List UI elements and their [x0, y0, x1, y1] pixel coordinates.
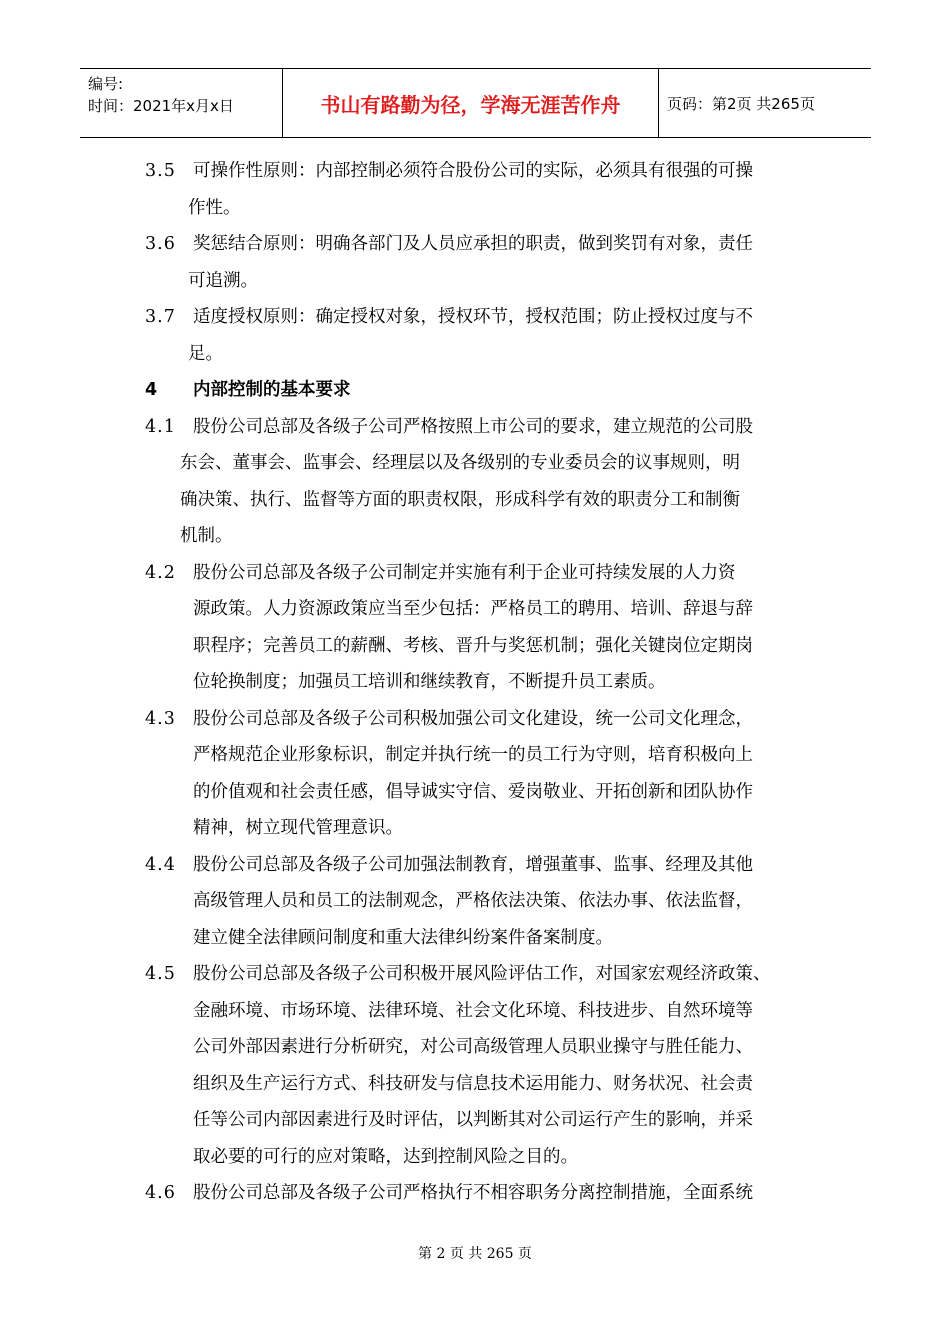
clause-4-4 — [0, 847, 950, 957]
clause-4-5 — [0, 956, 950, 1175]
clause-number: 4.2 — [145, 562, 176, 583]
clause-number: 3.6 — [145, 234, 176, 254]
clause-line: 机制。 — [180, 526, 233, 546]
clause-line: 建立健全法律顾问制度和重大法律纠纷案件备案制度。 — [193, 927, 613, 948]
clause-line: 股份公司总部及各级子公司制定并实施有利于企业可持续发展的人力资 — [193, 562, 736, 583]
clause-line: 可追溯。 — [188, 270, 258, 291]
clause-number: 4.6 — [145, 1183, 176, 1203]
clause-line: 奖惩结合原则：明确各部门及人员应承担的职责，做到奖罚有对象，责任 — [193, 234, 753, 254]
clause-line: 股份公司总部及各级子公司积极加强公司文化建设，统一公司文化理念， — [193, 708, 753, 729]
clause-line: 股份公司总部及各级子公司积极开展风险评估工作，对国家宏观经济政策、 — [193, 964, 771, 984]
document-header — [80, 68, 871, 138]
header-page-code: 页码：第2页 共265页 — [667, 94, 815, 113]
clause-4-1 — [0, 409, 950, 555]
clause-line: 适度授权原则：确定授权对象，授权环节，授权范围；防止授权过度与不 — [193, 307, 753, 327]
clause-4-2 — [0, 555, 950, 701]
clause-line: 作性。 — [188, 197, 241, 218]
header-meta — [80, 69, 283, 137]
clause-line: 高级管理人员和员工的法制观念，严格依法决策、依法办事、依法监督， — [193, 891, 753, 911]
clause-line: 足。 — [188, 343, 223, 364]
clause-line: 可操作性原则：内部控制必须符合股份公司的实际，必须具有很强的可操 — [193, 161, 753, 181]
clause-number: 4.4 — [145, 854, 176, 875]
page-footer: 第 2 页 共 265 页 — [418, 1246, 532, 1262]
clause-number: 3.7 — [145, 307, 176, 327]
clause-line: 东会、董事会、监事会、经理层以及各级别的专业委员会的议事规则，明 — [180, 453, 740, 473]
clause-3-5 — [0, 153, 950, 226]
clause-line: 金融环境、市场环境、法律环境、社会文化环境、科技进步、自然环境等 — [193, 1000, 753, 1021]
clause-number: 3.5 — [145, 161, 176, 181]
clause-line: 位轮换制度；加强员工培训和继续教育，不断提升员工素质。 — [193, 672, 666, 692]
clause-line: 股份公司总部及各级子公司加强法制教育，增强董事、监事、经理及其他 — [193, 854, 753, 875]
clause-number: 4.1 — [145, 416, 176, 437]
clause-line: 精神，树立现代管理意识。 — [193, 818, 403, 838]
clause-line: 确决策、执行、监督等方面的职责权限，形成科学有效的职责分工和制衡 — [180, 489, 740, 510]
clause-line: 股份公司总部及各级子公司严格执行不相容职务分离控制措施，全面系统 — [193, 1183, 753, 1203]
clause-number: 4.5 — [145, 964, 176, 984]
clause-3-7 — [0, 299, 950, 372]
clause-line: 取必要的可行的应对策略，达到控制风险之目的。 — [193, 1146, 578, 1167]
document-body — [0, 153, 950, 1212]
section-heading — [0, 372, 950, 409]
header-motto: 书山有路勤为径，学海无涯苦作舟 — [283, 69, 659, 137]
clause-4-6 — [0, 1175, 950, 1212]
clause-line: 任等公司内部因素进行及时评估，以判断其对公司运行产生的影响，并采 — [193, 1110, 753, 1130]
clause-line: 源政策。人力资源政策应当至少包括：严格员工的聘用、培训、辞退与辞 — [193, 599, 753, 619]
clause-line: 股份公司总部及各级子公司严格按照上市公司的要求，建立规范的公司股 — [193, 416, 753, 437]
time-label: 时间：2021年x月x日 — [88, 97, 234, 115]
clause-number: 4.3 — [145, 708, 176, 729]
clause-4-3 — [0, 701, 950, 847]
clause-line: 职程序；完善员工的薪酬、考核、晋升与奖惩机制；强化关键岗位定期岗 — [193, 635, 753, 656]
clause-3-6 — [0, 226, 950, 299]
number-label: 编号: — [88, 75, 124, 93]
section-number: 4 — [145, 380, 158, 400]
clause-line: 组织及生产运行方式、科技研发与信息技术运用能力、财务状况、社会责 — [193, 1073, 753, 1094]
clause-line: 公司外部因素进行分析研究，对公司高级管理人员职业操守与胜任能力、 — [193, 1037, 753, 1057]
clause-line: 严格规范企业形象标识，制定并执行统一的员工行为守则，培育积极向上 — [193, 745, 753, 765]
section-title: 内部控制的基本要求 — [193, 380, 351, 400]
clause-line: 的价值观和社会责任感，倡导诚实守信、爱岗敬业、开拓创新和团队协作 — [193, 781, 753, 802]
